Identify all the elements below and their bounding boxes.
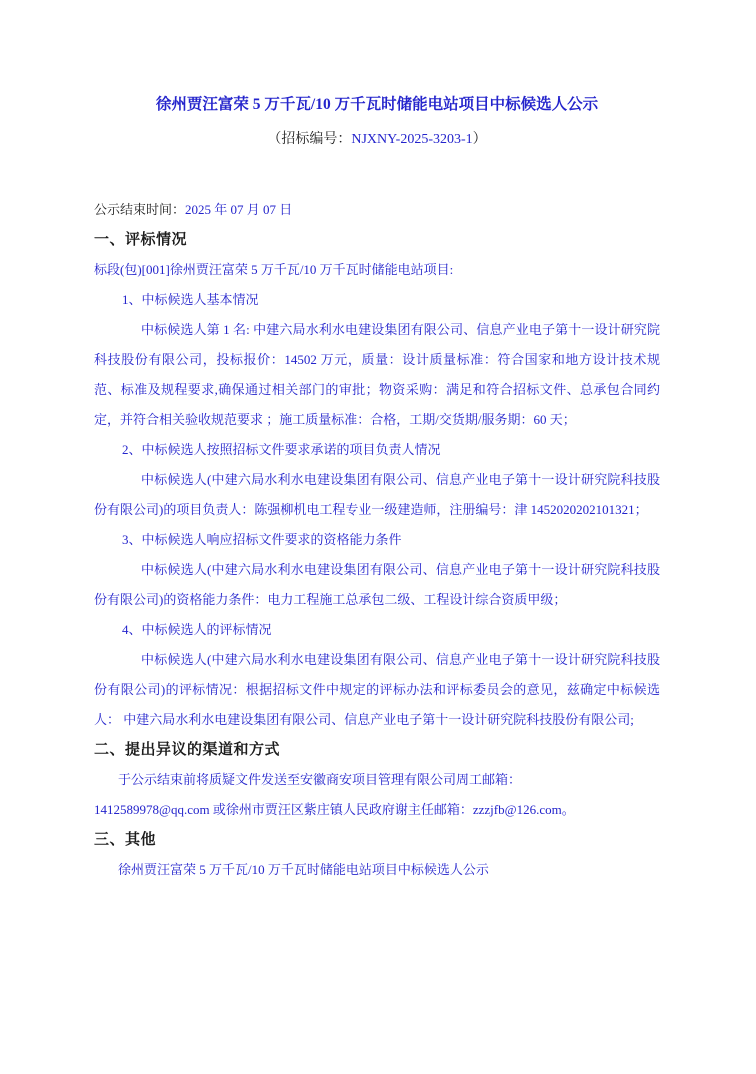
item-4-title: 4、中标候选人的评标情况 [122, 622, 272, 637]
item-1-body: 中标候选人第 1 名: 中建六局水利水电建设集团有限公司、信息产业电子第十一设计研究院科技股份有限公司，投标报价：14502 万元，质量：设计质量标准：符合国家和地方设计技术规范、标准及规程要求,确保通过相关部门的审批；物资采购：满足和符合招标文件、总承包合同约定，并符合相关验收规范要求 ；施工质量标准：合格，工期/交货期/服务期：60 天； [94, 322, 660, 427]
item-3-body: 中标候选人(中建六局水利水电建设集团有限公司、信息产业电子第十一设计研究院科技股份有限公司)的资格能力条件：电力工程施工总承包二级、工程设计综合资质甲级； [94, 562, 660, 607]
bid-number-prefix: （招标编号： [267, 132, 352, 147]
bid-number-close: ） [472, 132, 487, 147]
publicity-end-label: 公示结束时间： [94, 202, 186, 217]
lot-package-line: 标段(包)[001]徐州贾汪富荣 5 万千瓦/10 万千瓦时储能电站项目: [94, 262, 454, 277]
item-3-title: 3、中标候选人响应招标文件要求的资格能力条件 [122, 532, 402, 547]
item-1-title: 1、中标候选人基本情况 [122, 292, 259, 307]
section-3-heading: 三、其他 [94, 832, 157, 848]
objection-email-line: 1412589978@qq.com 或徐州市贾汪区紫庄镇人民政府谢主任邮箱：zzzjfb@126.com。 [94, 802, 575, 817]
document-body [94, 195, 660, 885]
item-4-body: 中标候选人(中建六局水利水电建设集团有限公司、信息产业电子第十一设计研究院科技股份有限公司)的评标情况：根据招标文件中规定的评标办法和评标委员会的意见，兹确定中标候选人： 中建六局水利水电建设集团有限公司、信息产业电子第十一设计研究院科技股份有限公司; [94, 652, 660, 727]
item-2-body: 中标候选人(中建六局水利水电建设集团有限公司、信息产业电子第十一设计研究院科技股份有限公司)的项目负责人：陈强柳机电工程专业一级建造师，注册编号：津 1452020202101321； [94, 472, 660, 517]
objection-channel-line: 于公示结束前将质疑文件发送至安徽商安项目管理有限公司周工邮箱： [118, 772, 522, 787]
publicity-end-line [94, 195, 660, 225]
publicity-end-date: 2025 年 07 月 07 日 [185, 202, 293, 217]
bid-number-value: NJXNY-2025-3203-1 [351, 132, 473, 147]
bid-number-line [94, 125, 660, 155]
other-announcement-line: 徐州贾汪富荣 5 万千瓦/10 万千瓦时储能电站项目中标候选人公示 [118, 862, 489, 877]
section-2-heading: 二、提出异议的渠道和方式 [94, 742, 281, 758]
item-2-title: 2、中标候选人按照招标文件要求承诺的项目负责人情况 [122, 442, 441, 457]
section-1-heading: 一、评标情况 [94, 232, 188, 248]
document-title: 徐州贾汪富荣 5 万千瓦/10 万千瓦时储能电站项目中标候选人公示 [155, 96, 599, 113]
